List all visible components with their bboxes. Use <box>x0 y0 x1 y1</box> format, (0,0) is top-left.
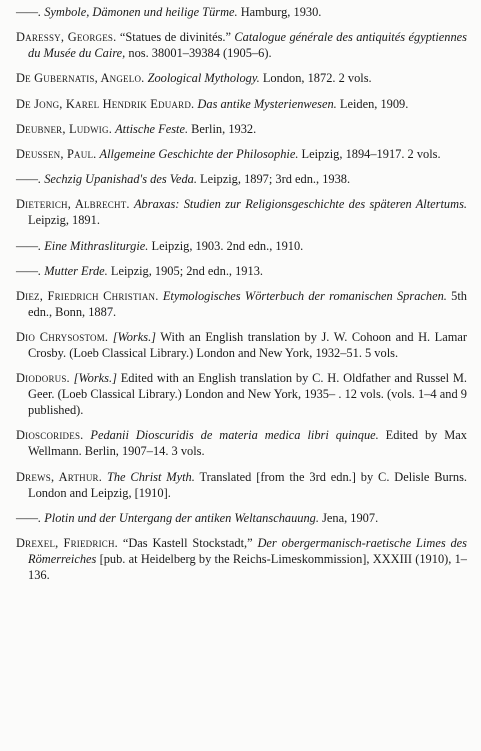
bibliography-entry <box>16 29 467 61</box>
entry-author: Drexel, Friedrich. <box>16 536 118 550</box>
entry-author: Deussen, Paul. <box>16 146 97 161</box>
bibliography-entry <box>16 469 467 501</box>
entry-author: Dio Chrysostom. <box>16 330 109 345</box>
bibliography-entry <box>16 427 467 459</box>
entry-title: Das antike Mysterienwesen. <box>197 96 337 111</box>
entry-prefix: “Statues de divinités.” <box>116 30 235 45</box>
entry-details: Leipzig, 1897; 3rd edn., 1938. <box>196 172 351 187</box>
entry-title: Abraxas: Studien zur Religionsgeschichte des späteren Altertums. <box>133 197 467 212</box>
entry-title: Catalogue générale des antiquités égyptiennes du Musée du Caire, <box>28 30 467 61</box>
entry-author: Dioscorides. <box>16 428 84 443</box>
entry-title: Attische Feste. <box>115 121 189 136</box>
bibliography-entry <box>16 146 467 162</box>
bibliography-entry <box>16 121 467 137</box>
entry-author: Drews, Arthur. <box>16 469 103 484</box>
entry-details: Jena, 1907. <box>318 510 379 525</box>
bibliography-entry <box>16 510 467 526</box>
entry-title: ——. Mutter Erde. <box>16 263 108 278</box>
entry-author: De Gubernatis, Angelo. <box>16 71 145 86</box>
entry-author: Dieterich, Albrecht. <box>16 197 130 212</box>
entry-details: Leipzig, 1903. 2nd edn., 1910. <box>148 238 304 253</box>
entry-details: With an English translation by J. W. Cohoon and H. Lamar Crosby. (Loeb Classical Library.) London and New York, 1932–51. 5 vols. <box>28 330 467 361</box>
entry-details: [pub. at Heidelberg by the Reichs-Limeskommission], XXXIII (1910), 1–136. <box>28 552 467 582</box>
entry-title: Etymologisches Wörterbuch der romanischen Sprachen. <box>162 288 447 303</box>
entry-title: Der obergermanisch-raetische Limes des Römerreiches <box>28 536 468 566</box>
entry-details: Leipzig, 1894–1917. 2 vols. <box>298 146 441 161</box>
entry-title: ——. Sechzig Upanishad's des Veda. <box>16 172 197 187</box>
bibliography-entry <box>16 4 467 20</box>
bibliography-entry <box>16 96 467 112</box>
entry-details: Leipzig, 1905; 2nd edn., 1913. <box>107 263 263 278</box>
bibliography-entry <box>16 70 467 86</box>
entry-title: Pedanii Dioscuridis de materia medica libri quinque. <box>90 428 379 443</box>
entry-details: London, 1872. 2 vols. <box>259 71 372 86</box>
entry-details: Leiden, 1909. <box>336 96 409 111</box>
bibliography-entry <box>16 238 467 254</box>
entry-details: 5th edn., Bonn, 1887. <box>28 288 468 319</box>
entry-title: ——. Symbole, Dämonen und heilige Türme. <box>16 5 238 19</box>
entry-title: ——. Eine Mithrasliturgie. <box>16 238 149 253</box>
bibliography-entry <box>16 535 467 583</box>
entry-author: De Jong, Karel Hendrik Eduard. <box>16 96 195 111</box>
bibliography-entry <box>16 196 467 228</box>
entry-details: Translated [from the 3rd edn.] by C. Delisle Burns. London and Leipzig, [1910]. <box>28 469 467 500</box>
bibliography-entry <box>16 263 467 279</box>
entry-details: nos. 38001–39384 (1905–6). <box>125 46 272 61</box>
bibliography-entry <box>16 370 467 418</box>
entry-details: Edited by Max Wellmann. Berlin, 1907–14. 3 vols. <box>28 428 467 459</box>
entry-title: [Works.] <box>73 371 117 386</box>
entry-title: ——. Plotin und der Untergang der antiken Weltanschauung. <box>16 510 319 525</box>
bibliography-entry <box>16 171 467 187</box>
entry-details: Hamburg, 1930. <box>237 5 322 19</box>
entry-author: Deubner, Ludwig. <box>16 121 112 136</box>
entry-title: Zoological Mythology. <box>147 71 260 86</box>
bibliography-entry <box>16 329 467 361</box>
entry-details: Leipzig, 1891. <box>28 213 100 228</box>
bibliography-entry <box>16 288 467 320</box>
entry-author: Diodorus. <box>16 371 70 386</box>
entry-prefix: “Das Kastell Stockstadt,” <box>117 536 258 550</box>
entry-author: Diez, Friedrich Christian. <box>16 288 159 303</box>
entry-title: The Christ Myth. <box>106 469 195 484</box>
entry-details: Edited with an English translation by C. H. Oldfather and Russel M. Geer. (Loeb Classical Library.) London and New York, 1935– . 12 vols. (vols. 1–4 and 9 published). <box>28 371 467 418</box>
entry-details: Berlin, 1932. <box>188 121 257 136</box>
entry-author: Daressy, Georges. <box>16 30 117 45</box>
entry-title: Allgemeine Geschichte der Philosophie. <box>99 146 299 161</box>
entry-title: [Works.] <box>112 330 156 345</box>
